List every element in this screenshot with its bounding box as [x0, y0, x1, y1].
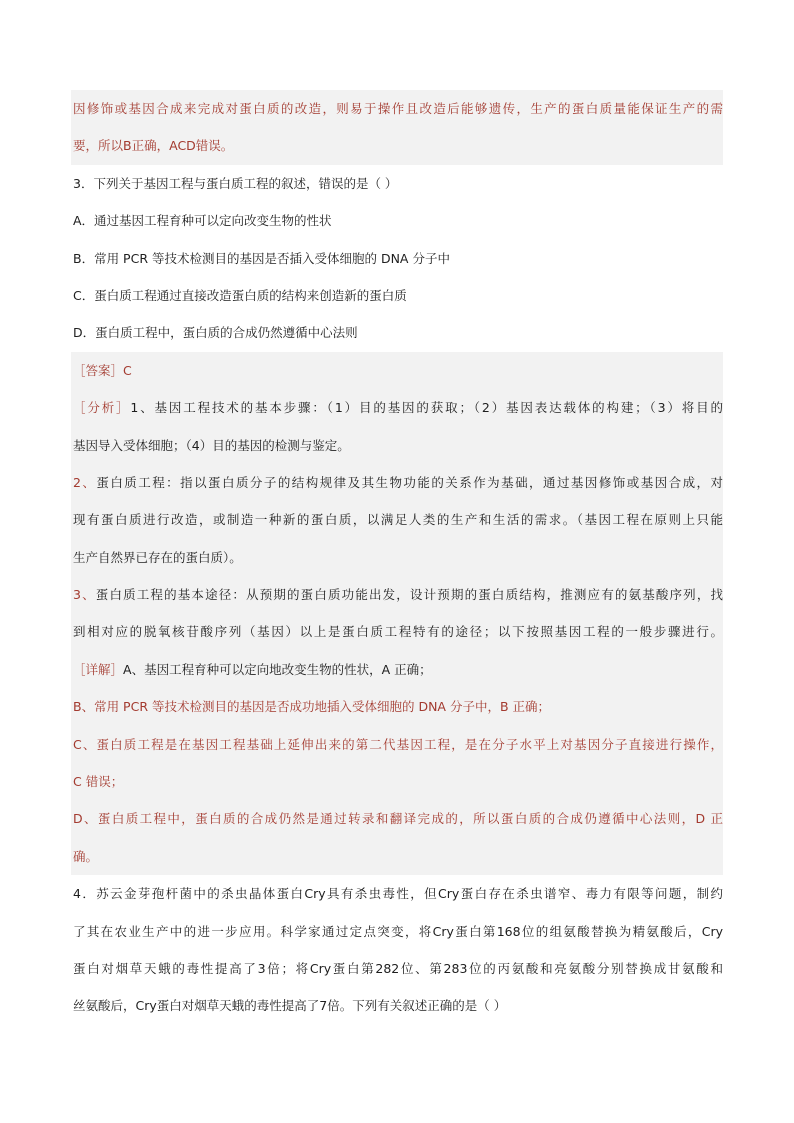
question-stem-line: 蛋白对烟草天蛾的毒性提高了3倍；将Cry蛋白第282位、第283位的丙氨酸和亮氨酸分别替换成甘氨酸和 — [73, 960, 723, 976]
option-d: D．蛋白质工程中，蛋白质的合成仍然遵循中心法则 — [73, 325, 358, 341]
prev-answer-block — [71, 90, 723, 165]
answer-text: 要，所以 — [73, 138, 124, 154]
option-c: C．蛋白质工程通过直接改造蛋白质的结构来创造新的蛋白质 — [73, 287, 407, 303]
question-4 — [71, 875, 723, 1025]
detail-text: C 错误； — [73, 774, 124, 790]
analysis-line — [71, 501, 723, 538]
analysis-text: 现有蛋白质进行改造，或制造一种新的蛋白质，以满足人类的生产和生活的需求。（基因工程在原则上只能 — [73, 512, 723, 528]
question-stem-line: 丝氨酸后，Cry蛋白对烟草天蛾的毒性提高了7倍。下列有关叙述正确的是（ ） — [73, 998, 507, 1014]
detail-text: D、蛋白质工程中，蛋白质的合成仍然是通过转录和翻译完成的，所以蛋白质的合成仍遵循中心法则，D 正 — [73, 811, 723, 827]
detail-text: A、基因工程育种可以定向地改变生物的性状，A 正确； — [123, 661, 432, 677]
analysis-text: 蛋白质工程：指以蛋白质分子的结构规律及其生物功能的关系作为基础，通过基因修饰或基因合成，对 — [96, 474, 723, 490]
analysis-line — [71, 613, 723, 650]
question-stem: 3．下列关于基因工程与蛋白质工程的叙述，错误的是（ ） — [73, 175, 398, 191]
detail-label: ［详解］ — [73, 661, 124, 677]
detail-text: B、常用 PCR 等技术检测目的基因是否成功地插入受体细胞的 DNA 分子中，B 正确； — [73, 699, 550, 715]
question-stem-line: 4．苏云金芽孢杆菌中的杀虫晶体蛋白Cry具有杀虫毒性，但Cry蛋白存在杀虫谱窄、毒力有限等问题，制约 — [73, 886, 723, 902]
question-stem-line: 了其在农业生产中的进一步应用。科学家通过定点突变，将Cry蛋白第168位的组氨酸替换为精氨酸后，Cry — [73, 923, 723, 939]
analysis-text: 生产自然界已存在的蛋白质）。 — [73, 549, 242, 565]
answer-text: 错误。 — [195, 138, 234, 154]
detail-line — [71, 688, 723, 725]
answer-line — [71, 352, 723, 389]
detail-line — [71, 838, 723, 875]
detail-line — [71, 800, 723, 837]
analysis-number: 2、 — [73, 474, 97, 490]
analysis-line — [71, 576, 723, 613]
analysis-line — [71, 539, 723, 576]
detail-text: 确。 — [73, 848, 99, 864]
detail-line — [71, 651, 723, 688]
detail-line — [71, 726, 723, 763]
detail-line — [71, 763, 723, 800]
analysis-line — [71, 464, 723, 501]
analysis-number: 3、 — [73, 587, 96, 603]
answer-line — [71, 90, 723, 127]
analysis-text: 基因导入受体细胞；（4）目的基因的检测与鉴定。 — [73, 437, 350, 453]
answer-text: 因修饰或基因合成来完成对蛋白质的改造，则易于操作且改造后能够遗传，生产的蛋白质量能保证生产的需 — [73, 101, 723, 116]
detail-text: C、蛋白质工程是在基因工程基础上延伸出来的第二代基因工程，是在分子水平上对基因分子直接进行操作， — [73, 736, 723, 752]
answer-value: C — [123, 362, 132, 378]
answer-label: ［答案］ — [73, 362, 124, 378]
question-3 — [71, 165, 723, 352]
analysis-label: ［分析］ — [73, 400, 131, 416]
answer-text: ACD — [169, 138, 196, 154]
option-b: B．常用 PCR 等技术检测目的基因是否插入受体细胞的 DNA 分子中 — [73, 250, 450, 266]
analysis-text: 到相对应的脱氧核苷酸序列（基因）以上是蛋白质工程特有的途径；以下按照基因工程的一般步骤进行。 — [73, 624, 723, 640]
analysis-line — [71, 389, 723, 426]
analysis-text: 1、基因工程技术的基本步骤：（1）目的基因的获取；（2）基因表达载体的构建；（3）将目的 — [130, 400, 723, 416]
answer-analysis-block — [71, 352, 723, 875]
option-a: A．通过基因工程育种可以定向改变生物的性状 — [73, 213, 332, 229]
analysis-text: 蛋白质工程的基本途径：从预期的蛋白质功能出发，设计预期的蛋白质结构，推测应有的氨基酸序列，找 — [95, 587, 723, 603]
analysis-line — [71, 427, 723, 464]
document-page — [71, 90, 723, 1025]
answer-text: B — [123, 138, 132, 154]
answer-text: 正确， — [131, 138, 170, 154]
answer-line — [71, 127, 723, 164]
